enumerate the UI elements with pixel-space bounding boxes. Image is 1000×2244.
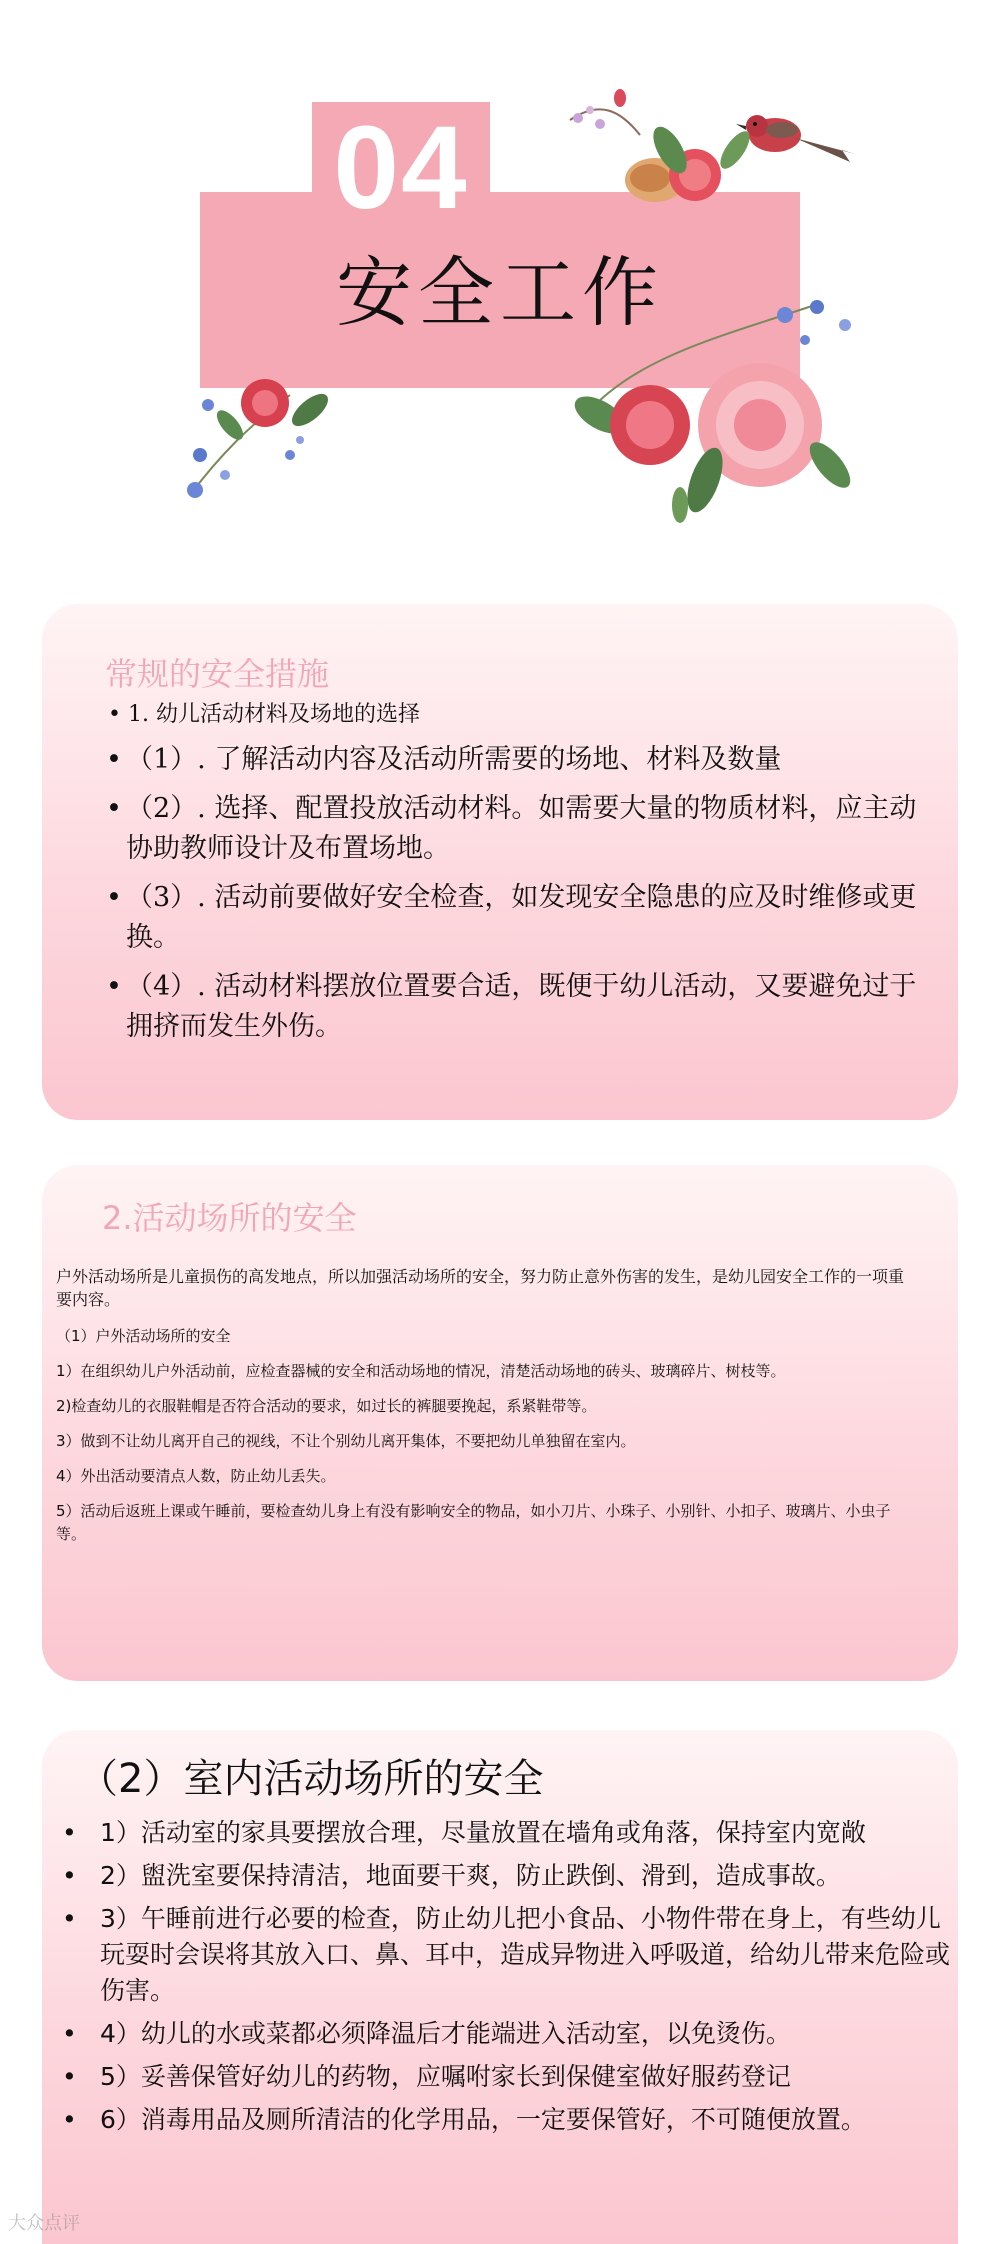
list-item: • （2）. 选择、配置投放活动材料。如需要大量的物质材料，应主动协助教师设计及布置场地。 bbox=[108, 789, 928, 869]
bullet-icon: • bbox=[62, 1904, 77, 1933]
list-item: 2)检查幼儿的衣服鞋帽是否符合活动的要求，如过长的裤腿要挽起，系紧鞋带等。 bbox=[56, 1397, 597, 1415]
floral-bird-decoration bbox=[560, 80, 860, 230]
watermark: 大众点评 bbox=[8, 2213, 80, 2234]
list-item: • 5）妥善保管好幼儿的药物，应嘱咐家长到保健室做好服药登记 bbox=[62, 2059, 952, 2095]
card-venue-safety-heading: 2.活动场所的安全 bbox=[102, 1199, 357, 1237]
routine-safety-list bbox=[108, 740, 928, 1056]
card-venue-safety-intro: 户外活动场所是儿童损伤的高发地点，所以加强活动场所的安全，努力防止意外伤害的发生，是幼儿园安全工作的一项重要内容。 bbox=[56, 1267, 905, 1309]
card-routine-safety-subheading: • 1. 幼儿活动材料及场地的选择 bbox=[108, 702, 420, 727]
list-item: • （4）. 活动材料摆放位置要合适，既便于幼儿活动，又要避免过于拥挤而发生外伤。 bbox=[108, 967, 928, 1047]
list-item: • 6）消毒用品及厕所清洁的化学用品，一定要保管好，不可随便放置。 bbox=[62, 2102, 952, 2138]
card-routine-safety-heading: 常规的安全措施 bbox=[105, 655, 330, 693]
bullet-icon: • bbox=[62, 2105, 77, 2134]
bullet-icon: • bbox=[62, 1818, 77, 1847]
list-item: • 1）活动室的家具要摆放合理，尽量放置在墙角或角落，保持室内宽敞 bbox=[62, 1815, 952, 1851]
section-number: 04 bbox=[333, 102, 469, 234]
list-item: • 2）盥洗室要保持清洁，地面要干爽，防止跌倒、滑到，造成事故。 bbox=[62, 1858, 952, 1894]
bullet-icon: • bbox=[62, 2019, 77, 2048]
list-item: • （3）. 活动前要做好安全检查，如发现安全隐患的应及时维修或更换。 bbox=[108, 878, 928, 958]
bullet-icon: • bbox=[106, 971, 122, 1002]
card-indoor-safety-heading: （2）室内活动场所的安全 bbox=[78, 1756, 544, 1802]
list-item: 3）做到不让幼儿离开自己的视线，不让个别幼儿离开集体，不要把幼儿单独留在室内。 bbox=[56, 1432, 636, 1450]
section-title: 安全工作 bbox=[336, 248, 664, 337]
section-header bbox=[0, 0, 1000, 560]
list-item: （1）户外活动场所的安全 bbox=[56, 1327, 231, 1345]
list-item: • 4）幼儿的水或菜都必须降温后才能端进入活动室，以免烫伤。 bbox=[62, 2016, 952, 2052]
indoor-safety-list bbox=[62, 1815, 952, 2145]
bullet-icon: • bbox=[106, 744, 122, 775]
floral-rose-decoration bbox=[555, 295, 885, 530]
list-item: • 3）午睡前进行必要的检查，防止幼儿把小食品、小物件带在身上，有些幼儿玩耍时会误将其放入口、鼻、耳中，造成异物进入呼吸道，给幼儿带来危险或伤害。 bbox=[62, 1901, 952, 2009]
bullet-icon: • bbox=[106, 793, 122, 824]
list-item: 5）活动后返班上课或午睡前，要检查幼儿身上有没有影响安全的物品，如小刀片、小珠子、小别针、小扣子、玻璃片、小虫子等。 bbox=[56, 1502, 891, 1543]
list-item: 4）外出活动要清点人数，防止幼儿丢失。 bbox=[56, 1467, 336, 1485]
floral-left-decoration bbox=[170, 355, 360, 515]
list-item: 1）在组织幼儿户外活动前，应检查器械的安全和活动场地的情况，清楚活动场地的砖头、玻璃碎片、树枝等。 bbox=[56, 1362, 786, 1380]
bullet-icon: • bbox=[62, 2062, 77, 2091]
list-item: • （1）. 了解活动内容及活动所需要的场地、材料及数量 bbox=[108, 740, 928, 780]
bullet-icon: • bbox=[106, 882, 122, 913]
venue-safety-list bbox=[56, 1325, 916, 1558]
bullet-icon: • bbox=[62, 1861, 77, 1890]
